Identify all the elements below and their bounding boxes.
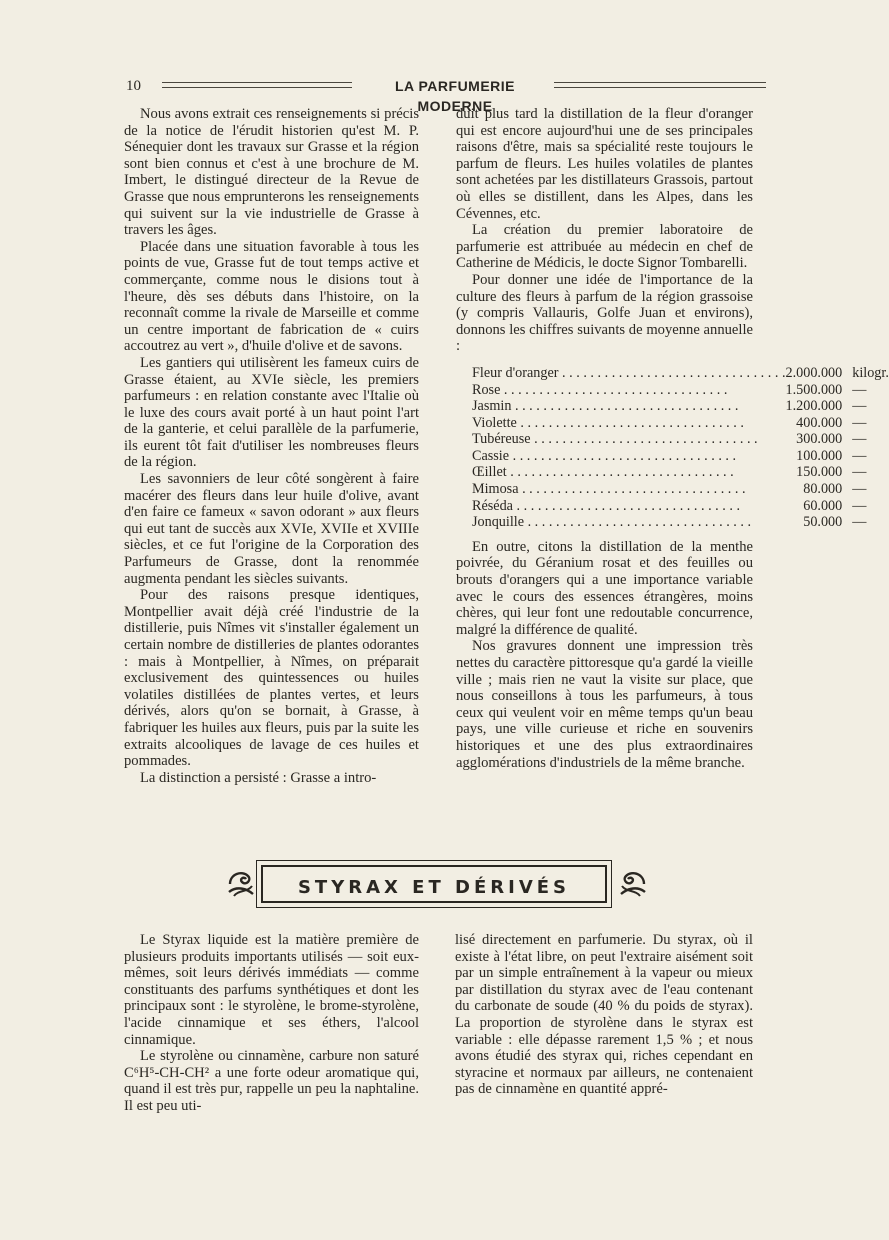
paragraph: duit plus tard la distillation de la fleur d'oranger qui est encore aujourd'hui une de ses principales raisons d'être, mais sa spécialité reste toujours le parfum de fleurs. Les huiles volatiles de plantes sont achetées par les distillateurs Grassois, partout où elles se distillent, dans les Alpes, dans les Cévennes, etc. [456,106,753,222]
flower-name: Rose [472,381,501,398]
article-column-2 [456,106,889,771]
flower-quantity: 2.000.000 [785,364,843,381]
table-row [472,448,889,465]
flower-unit: — [852,447,867,464]
flower-unit: — [852,414,867,431]
flower-quantity: 60.000 [803,497,843,514]
flower-quantity: 1.200.000 [785,398,843,415]
section-banner [256,860,612,908]
leader-dots [511,398,738,414]
flower-unit: kilogr. [852,364,889,381]
section-title: STYRAX ET DÉRIVÉS [297,877,571,898]
flower-name: Cassie [472,447,510,464]
flower-unit: — [852,431,867,448]
flower-unit: — [852,381,867,398]
flower-name: Jonquille [472,514,525,531]
leader-dots [517,415,744,431]
paragraph: La création du premier laboratoire de parfumerie est attribuée au médecin en chef de Catherine de Médicis, le docte Signor Tombarelli. [456,222,753,272]
paragraph: Le Styrax liquide est la matière première de plusieurs produits importants utilisés — soit eux-mêmes, soit leurs dérivés immédiats — comme constituants des parfums synthétiques et dont les principaux sont : le styrolène, le brome-styrolène, l'acide cinnamique et ses éthers, l'alcool cinnamique. [124,932,419,1048]
leader-dots [519,481,746,497]
paragraph: La distinction a persisté : Grasse a intro- [140,769,377,786]
flower-quantity: 1.500.000 [785,381,843,398]
paragraph: Les gantiers qui utilisèrent les fameux cuirs de Grasse étaient, au XVIe siècle, les premiers parfumeurs : en relation constante avec l'Italie où le luxe des cours avait porté à un haut point l'art de la ganterie, et celui parallèle de la parfumerie, ils eurent tôt fait d'utiliser les nombreuses fleurs de la région. [124,354,419,471]
paragraph: Les savonniers de leur côté songèrent à faire macérer des fleurs dans leur huile d'olive, avant d'en faire ce fameux « savon odorant » aux fleurs qui eut tant de succès aux XVIe, XVIIe et XVIIIe siècles, et ce fut l'origine de la Corporation des Parfumeurs de Grasse, dont la renommée augmenta pendant les siècles suivants. [124,471,419,587]
flower-name: Œillet [472,464,507,481]
leader-dots [509,448,736,464]
flower-unit: — [852,398,867,415]
table-row [472,365,889,382]
running-header [122,76,770,114]
paragraph: En outre, citons la distillation de la menthe poivrée, du Géranium rosat et des feuilles ou brouts d'orangers qui a une importance variable avec le cours des essences étrangères, moins chères, qui leur font une redoutable concurrence, malgré la différence de qualité. [456,538,753,638]
leader-dots [558,365,785,381]
flower-unit: — [852,464,867,481]
leader-dots [524,514,751,530]
flower-quantity: 300.000 [796,431,843,448]
flower-unit: — [852,514,867,531]
paragraph: lisé directement en parfumerie. Du styrax, où il existe à l'état libre, on peut l'extraire aisément soit par un simple entraînement à la vapeur ou mieux par distillation du styrax avec de l'eau contenant du carbonate de soude (40 % du poids de styrax). La proportion de styrolène dans le styrax est variable : elle dépasse rarement 1,5 % ; et nous avons étudié des styrax qui, riches cependant en styracine et normaux par ailleurs, ne contenaient pas de cinnamène en quantité appré- [455,932,753,1098]
fleuron-right-icon [618,866,648,900]
table-row [472,464,889,481]
flower-name: Tubéreuse [472,431,531,448]
header-rule-left [162,82,352,88]
flower-quantity: 80.000 [803,481,843,498]
leader-dots [500,382,727,398]
table-row [472,398,889,415]
table-row [472,382,889,399]
table-row [472,415,889,432]
styrax-column-1 [124,932,419,1115]
paragraph: Pour des raisons presque identiques, Montpellier avait déjà créé l'industrie de la distillerie, puis Nîmes vit s'installer également un certain nombre de distilleries de plantes odorantes : mais à Montpellier, à Nîmes, on préparait exclusivement des quintessences ou huiles volatiles distillées de plantes vertes, et leurs dérivés, alors qu'on se bornait, à Grasse, à fabriquer les huiles aux fleurs, puis par la suite les extraits alcooliques de lavage de ces huiles et pommades. [124,587,419,770]
flower-name: Réséda [472,497,513,514]
paragraph: Pour donner une idée de l'importance de la culture des fleurs à parfum de la région grassoise (y compris Vallauris, Golfe Juan et environs), donnons les chiffres suivants de moyenne annuelle : [456,271,753,355]
flower-production-table [472,365,889,531]
paragraph: Le styrolène ou cinnamène, carbure non saturé C⁶H⁵-CH-CH² a une forte odeur aromatique qui, quand il est très pur, rappelle un peu la naphtaline. Il est peu uti- [124,1048,419,1114]
flower-quantity: 50.000 [803,514,843,531]
flower-name: Jasmin [472,398,512,415]
flower-unit: — [852,497,867,514]
article-column-1 [124,106,419,786]
paragraph: Placée dans une situation favorable à tous les points de vue, Grasse fut de tout temps active et commerçante, comme nous le disions tout à l'heure, dès ses débuts dans l'histoire, on la reconnaît comme la rivale de Marseille et comme un centre important de fabrication de « cuirs accoutrez au vert », d'huile d'olive et de savons. [124,238,419,355]
page-number: 10 [126,78,141,94]
journal-title: LA PARFUMERIE MODERNE [394,78,516,114]
leader-dots [513,498,740,514]
flower-unit: — [852,481,867,498]
flower-name: Fleur d'oranger [472,364,559,381]
styrax-column-2 [455,932,753,1098]
header-rule-right [554,82,766,88]
paragraph: Nos gravures donnent une impression très nettes du caractère pittoresque qu'a gardé la vieille ville ; mais rien ne vaut la visite sur place, que nous conseillons à tous les parfumeurs, à tous ceux qui veulent voir en même temps qu'un beau pays, une ville curieuse et riche en souvenirs historiques et une des plus extraordinaires agglomérations d'industriels de la même branche. [456,638,753,771]
table-row [472,431,889,448]
leader-dots [507,464,734,480]
flower-name: Violette [472,414,517,431]
table-row [472,498,889,515]
fleuron-left-icon [226,866,256,900]
table-row [472,481,889,498]
flower-quantity: 400.000 [796,414,843,431]
leader-dots [531,431,758,447]
flower-quantity: 100.000 [796,447,843,464]
banner-frame [261,865,607,903]
flower-name: Mimosa [472,481,519,498]
flower-quantity: 150.000 [796,464,843,481]
table-row [472,514,889,531]
paragraph: Nous avons extrait ces renseignements si précis de la notice de l'érudit historien qu'est M. P. Sénequier dont les travaux sur Grasse et la région sont bien connus et c'est à une brochure de M. Imbert, le distingué directeur de la Revue de Grasse que nous emprunterons les renseignements qui suivent sur la vie industrielle de Grasse à travers les âges. [124,106,419,239]
